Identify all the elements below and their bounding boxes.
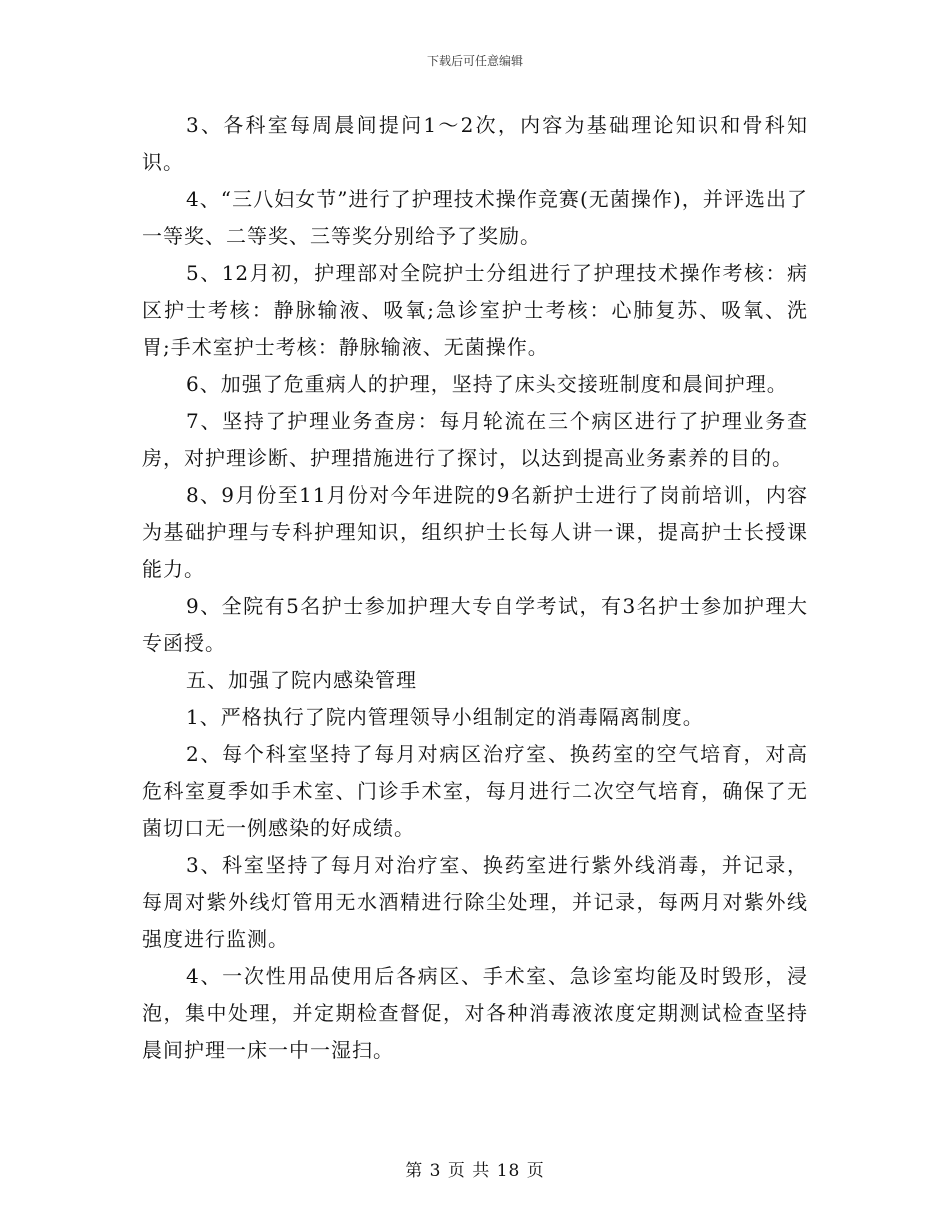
page-number: 第 3 页 共 18 页 bbox=[405, 1161, 545, 1181]
paragraph-item-5-skill-assessment: 5、12月初，护理部对全院护士分组进行了护理技术操作考核：病区护士考核：静脉输液、吸氧;急诊室护士考核：心肺复苏、吸氧、洗胃;手术室护士考核：静脉输液、无菌操作。 bbox=[142, 261, 808, 359]
page-header-note: 下载后可任意编辑 bbox=[426, 54, 523, 68]
paragraph-item-4-nursing-competition: 4、“三八妇女节”进行了护理技术操作竞赛(无菌操作)，并评选出了一等奖、二等奖、三等奖分别给予了奖励。 bbox=[142, 187, 808, 248]
paragraph-item-1-disinfection-system: 1、严格执行了院内管理领导小组制定的消毒隔离制度。 bbox=[186, 705, 704, 729]
section-heading-infection-control: 五、加强了院内感染管理 bbox=[186, 668, 417, 692]
paragraph-item-8-pre-job-training: 8、9月份至11月份对今年进院的9名新护士进行了岗前培训，内容为基础护理与专科护理知识，组织护士长每人讲一课，提高护士长授课能力。 bbox=[142, 483, 808, 581]
paragraph-item-6-critical-care: 6、加强了危重病人的护理，坚持了床头交接班制度和晨间护理。 bbox=[186, 372, 788, 396]
paragraph-item-3-morning-questions: 3、各科室每周晨间提问1～2次，内容为基础理论知识和骨科知识。 bbox=[142, 113, 808, 174]
paragraph-item-4-disposables: 4、一次性用品使用后各病区、手术室、急诊室均能及时毁形，浸泡，集中处理，并定期检查督促，对各种消毒液浓度定期测试检查坚持晨间护理一床一中一湿扫。 bbox=[142, 964, 808, 1062]
paragraph-item-7-nursing-rounds: 7、坚持了护理业务查房：每月轮流在三个病区进行了护理业务查房，对护理诊断、护理措施进行了探讨，以达到提高业务素养的目的。 bbox=[142, 409, 808, 470]
document-body bbox=[142, 107, 808, 1069]
paragraph-item-2-air-culture: 2、每个科室坚持了每月对病区治疗室、换药室的空气培育，对高危科室夏季如手术室、门诊手术室，每月进行二次空气培育，确保了无菌切口无一例感染的好成绩。 bbox=[142, 742, 808, 840]
paragraph-item-3-uv-disinfection: 3、科室坚持了每月对治疗室、换药室进行紫外线消毒，并记录，每周对紫外线灯管用无水酒精进行除尘处理，并记录，每两月对紫外线强度进行监测。 bbox=[142, 853, 808, 951]
paragraph-item-9-further-education: 9、全院有5名护士参加护理大专自学考试，有3名护士参加护理大专函授。 bbox=[142, 594, 808, 655]
